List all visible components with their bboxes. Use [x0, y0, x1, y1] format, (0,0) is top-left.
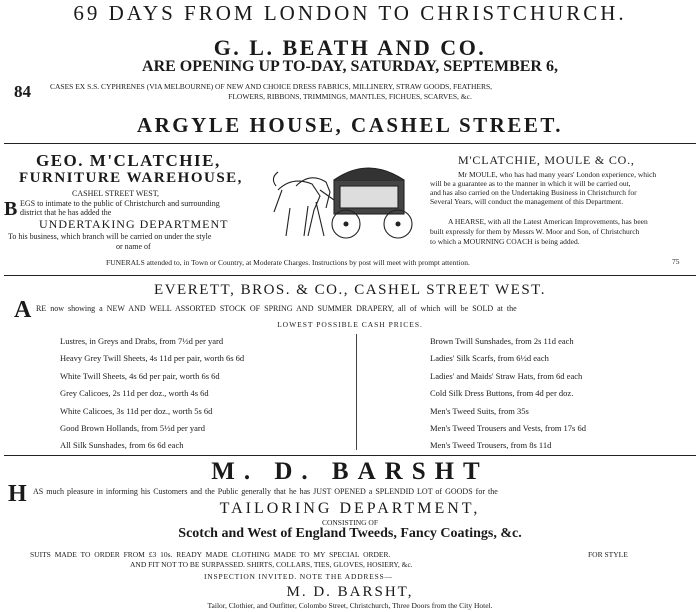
barsht-line-2: AND FIT NOT TO BE SURPASSED. SHIRTS, COLLARS, TIES, GLOVES, HOSIERY, &c. [130, 560, 413, 569]
argyle-title: ARGYLE HOUSE, CASHEL STREET. [136, 113, 564, 137]
barsht-dropcap: H [8, 481, 27, 507]
everett-prices: LOWEST POSSIBLE CASH PRICES. [277, 320, 423, 329]
barsht-goods: Scotch and West of England Tweeds, Fancy Coatings, &c. [178, 526, 522, 541]
mclatchie-title: FURNITURE WAREHOUSE, [19, 170, 243, 186]
mclatchie-dropcap: B [4, 198, 18, 220]
everett-title: EVERETT, BROS. & CO., CASHEL STREET WEST. [154, 282, 546, 298]
rule-everett [4, 455, 696, 456]
mclatchie-tail-1: To his business, which branch will be carried on under the style [8, 232, 212, 241]
list-item: All Silk Sunshades, from 6s 6d each [60, 440, 184, 451]
barsht-name-2: M. D. BARSHT, [286, 584, 414, 600]
list-item: Brown Twill Sunshades, from 2s 11d each [430, 336, 574, 346]
beath-count: 84 [14, 82, 31, 101]
barsht-footer: Tailor, Clothier, and Outfitter, Colombo Street, Christchurch, Three Doors from the City Hotel. [207, 601, 493, 610]
mclatchie-firm-2: M'CLATCHIE, MOULE & CO., [458, 153, 635, 167]
headline: 69 DAYS FROM LONDON TO CHRISTCHURCH. [73, 1, 627, 25]
list-item: Cold Silk Dress Buttons, from 4d per doz. [430, 388, 574, 399]
barsht-dept: TAILORING DEPARTMENT, [219, 500, 481, 517]
list-item: Men's Tweed Trousers, from 8s 11d [430, 440, 552, 451]
everett-right-list [430, 336, 586, 458]
everett-intro: RE now showing a NEW AND WELL ASSORTED STOCK OF SPRING AND SUMMER DRAPERY, all of which will be SOLD at the [36, 304, 517, 313]
beath-line-2: FLOWERS, RIBBONS, TRIMMINGS, MANTLES, FICHUES, SCARVES, &c. [228, 92, 472, 101]
list-item: Heavy Grey Twill Sheets, 4s 11d per pair, worth 6s 6d [60, 353, 245, 364]
barsht-name: M. D. BARSHT [211, 458, 489, 485]
list-divider [356, 334, 357, 450]
mclatchie-h-3: to which a MOURNING COACH is being added. [430, 237, 580, 246]
barsht-line-1a: SUITS MADE TO ORDER FROM £3 10s. READY MADE CLOTHING MADE TO MY SPECIAL ORDER. [30, 550, 391, 559]
beath-line-1: CASES EX S.S. CYPHRENES (VIA MELBOURNE) OF NEW AND CHOICE DRESS FABRICS, MILLINERY, STRAW GOODS, FEATHERS, [50, 82, 493, 91]
mclatchie-street: CASHEL STREET WEST, [72, 189, 160, 198]
mclatchie-intro-2: district that he has added the [20, 208, 112, 217]
mclatchie-h-1: A HEARSE, with all the Latest American Improvements, has been [448, 217, 648, 226]
rule-mclatchie [4, 275, 696, 276]
beath-firm: G. L. BEATH AND CO. [213, 35, 487, 60]
beath-subhead: ARE OPENING UP TO-DAY, SATURDAY, SEPTEMBER 6, [142, 58, 558, 75]
mclatchie-funerals: FUNERALS attended to, in Town or Country, at Moderate Charges. Instructions by post will meet with prompt attention. [106, 258, 470, 267]
mclatchie-h-2: built expressly for them by Messrs W. Moor and Son, of Christchurch [430, 227, 640, 236]
rule-argyle [4, 143, 696, 144]
list-item: White Twill Sheets, 4s 6d per pair, worth 6s 6d [60, 370, 220, 381]
mclatchie-intro-1: EGS to intimate to the public of Christchurch and surrounding [20, 199, 220, 208]
list-item: Men's Tweed Suits, from 35s [430, 405, 529, 416]
mclatchie-tail-2: or name of [116, 242, 151, 251]
mclatchie-name: GEO. M'CLATCHIE, [36, 151, 221, 170]
list-item: Ladies' and Maids' Straw Hats, from 6d each [430, 370, 583, 381]
list-item: White Calicoes, 3s 11d per doz., worth 5s 6d [60, 405, 213, 416]
mclatchie-p-3: and has also carried on the Undertaking Business in Christchurch for [430, 188, 637, 197]
barsht-consisting: CONSISTING OF [321, 518, 379, 527]
mclatchie-p-4: Several Years, will conduct the management of this Department. [430, 197, 624, 206]
everett-dropcap: A [14, 297, 32, 323]
list-item: Men's Tweed Trousers and Vests, from 17s 6d [430, 422, 586, 433]
everett-left-list [60, 336, 244, 458]
mclatchie-p-2: will be a guarantee as to the manner in which it will be carried out, [430, 179, 631, 188]
list-item: Good Brown Hollands, from 5½d per yard [60, 422, 205, 433]
barsht-intro: AS much pleasure in informing his Customers and the Public generally that he has JUST OPENED a SPLENDID LOT of GOODS for the [33, 487, 498, 496]
mclatchie-code: 75 [672, 257, 680, 266]
list-item: Ladies' Silk Scarfs, from 6½d each [430, 353, 549, 364]
barsht-line-1b: FOR STYLE [588, 550, 628, 559]
list-item: Grey Calicoes, 2s 11d per doz., worth 4s 6d [60, 388, 209, 399]
barsht-line-3: INSPECTION INVITED. NOTE THE ADDRESS— [204, 572, 393, 581]
hearse-illustration [268, 150, 428, 246]
mclatchie-dept: UNDERTAKING DEPARTMENT [39, 217, 229, 231]
list-item: Lustres, in Greys and Drabs, from 7½d per yard [60, 336, 224, 346]
mclatchie-p-1: Mr MOULE, who has had many years' London experience, which [458, 170, 657, 179]
